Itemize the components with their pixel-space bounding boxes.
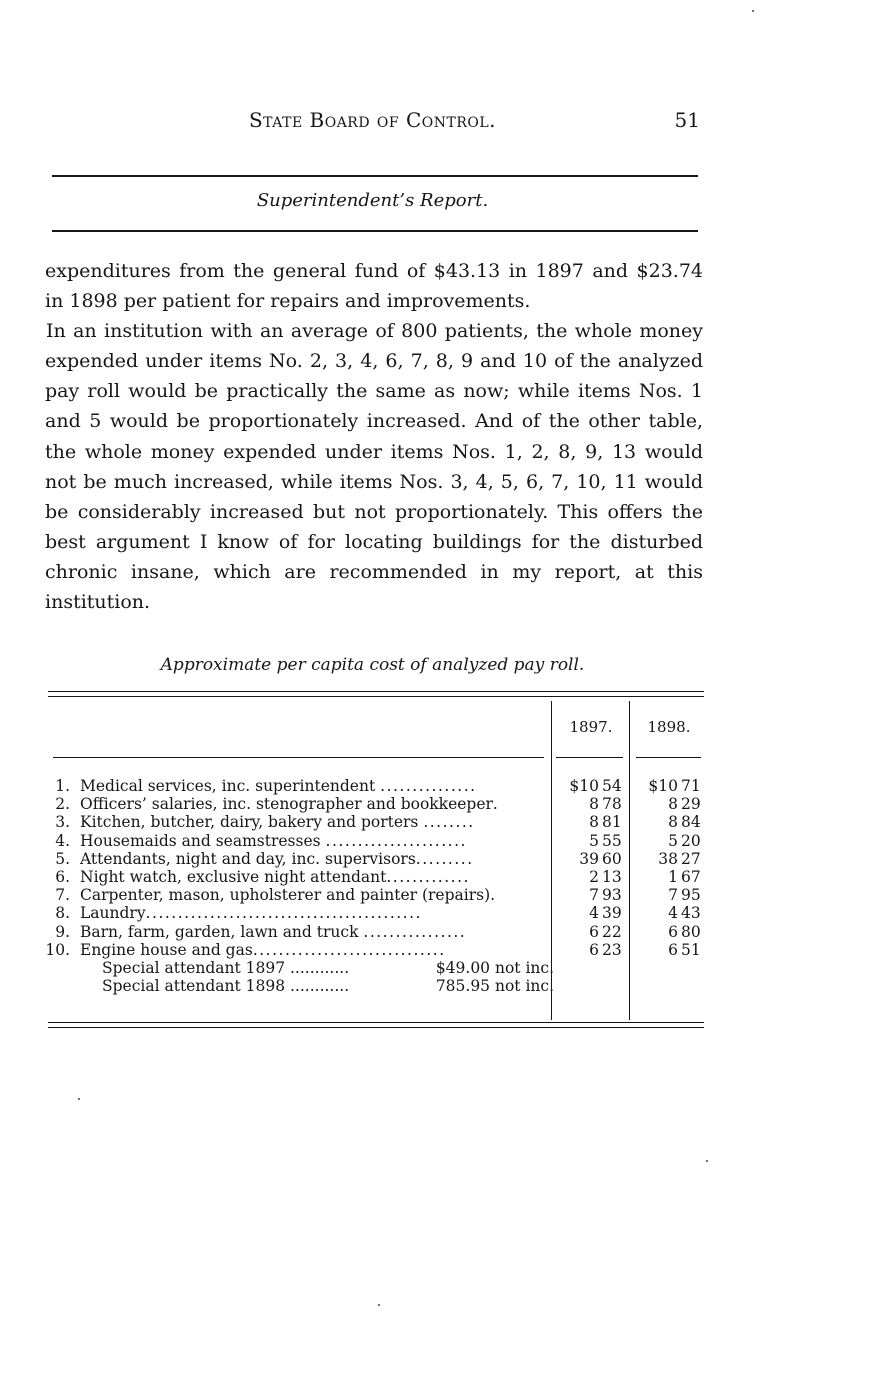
table-top-rule (48, 691, 704, 692)
dollars: 6 (668, 940, 678, 959)
dollars: 2 (589, 867, 599, 886)
cents: 67 (681, 867, 701, 886)
table-row (44, 850, 712, 868)
body-text (45, 256, 703, 617)
row-label (80, 941, 546, 959)
table-caption: Approximate per capita cost of analyzed pay roll. (160, 655, 585, 675)
dollars: 8 (589, 795, 599, 814)
cents: 27 (681, 849, 701, 868)
cents: 13 (602, 867, 622, 886)
row-label (80, 832, 546, 850)
cents: 60 (602, 849, 622, 868)
paper-speck (752, 10, 754, 12)
row-label (80, 923, 546, 941)
table-row (44, 868, 712, 886)
row-label-text: Officers’ salaries, inc. stenographer and bookkeeper (80, 795, 493, 814)
table-row (44, 941, 712, 959)
row-label-text: Housemaids and seamstresses (80, 831, 321, 850)
table-note-row (44, 959, 712, 977)
table-row (44, 832, 712, 850)
row-number: 8. (55, 904, 70, 923)
row-number: 6. (55, 867, 70, 886)
row-label-text: Carpenter, mason, upholsterer and painter (repairs) (80, 886, 491, 905)
leader-dots: . (492, 795, 500, 814)
paper-speck (706, 1160, 708, 1162)
cents: 54 (602, 777, 622, 795)
leader-dots: ........................................... (145, 904, 422, 923)
table-row (44, 923, 712, 941)
row-number: 10. (45, 940, 70, 959)
dollars: 6 (589, 922, 599, 941)
cents: 39 (602, 904, 622, 923)
row-number: 7. (55, 886, 70, 905)
row-label-text: Medical services, inc. superintendent (80, 777, 376, 795)
note-value: 785.95 not inc. (435, 977, 554, 996)
dollars: 7 (589, 886, 599, 905)
dollars: 8 (668, 795, 678, 814)
cents: 95 (681, 886, 701, 905)
note-label: Special attendant 1897 ............ (102, 958, 350, 977)
row-number: 4. (55, 831, 70, 850)
cents: 71 (681, 777, 701, 795)
cents: 22 (602, 922, 622, 941)
dollars: 38 (658, 849, 678, 868)
dollars: 1 (668, 867, 678, 886)
row-number: 3. (55, 813, 70, 832)
dollars: $10 (569, 777, 599, 795)
dollars: 6 (668, 922, 678, 941)
leader-dots: ............. (386, 867, 470, 886)
dollars: 39 (579, 849, 599, 868)
paragraph-main: In an institution with an average of 800 patients, the whole money expended under items No. 2, 3, 4, 6, 7, 8, 9 and 10 of the analyzed pay roll would be practically the same as now; while items Nos. 1 and 5 would be proportionately increased. And of the other table, the whole money expended under items Nos. 1, 2, 8, 9, 13 would not be much increased, while items Nos. 3, 4, 5, 6, 7, 10, 11 would be considerably increased but not proportionately. This offers the best argument I know of for locating buildings for the disturbed chronic insane, which are recommended in my report, at this institution. (45, 320, 703, 614)
table-note-row (44, 977, 712, 995)
row-label (80, 777, 546, 795)
row-number: 5. (55, 849, 70, 868)
row-label (80, 904, 546, 922)
dollars: 8 (668, 813, 678, 832)
cents: 80 (681, 922, 701, 941)
paragraph-continuation: expenditures from the general fund of $43.13 in 1897 and $23.74 in 1898 per patient for repairs and improvements. (45, 260, 703, 313)
dollars: 4 (589, 904, 599, 923)
row-label-text: Attendants, night and day, inc. supervisors (80, 849, 416, 868)
row-number: 2. (55, 795, 70, 814)
cents: 51 (681, 940, 701, 959)
leader-dots: ............... (380, 777, 477, 795)
row-label-text: Laundry (80, 904, 146, 923)
table-row (44, 904, 712, 922)
table-row (44, 813, 712, 831)
note-label: Special attendant 1898 ............ (102, 977, 350, 996)
dollars: 7 (668, 886, 678, 905)
row-label-text: Night watch, exclusive night attendant (80, 867, 387, 886)
column-header-1898: 1898. (647, 718, 691, 736)
row-label-text: Kitchen, butcher, dairy, bakery and porters (80, 813, 419, 832)
dollars: 6 (589, 940, 599, 959)
header-rule-top (52, 175, 698, 177)
row-number: 1. (55, 777, 70, 795)
leader-dots: . (490, 886, 497, 905)
cents: 23 (602, 940, 622, 959)
cents: 55 (602, 831, 622, 850)
table-row (44, 777, 712, 795)
cents: 78 (602, 795, 622, 814)
column-header-1897: 1897. (569, 718, 613, 736)
cents: 20 (681, 831, 701, 850)
dollars: 4 (668, 904, 678, 923)
dollars: 5 (589, 831, 599, 850)
cents: 29 (681, 795, 701, 814)
page-number: 51 (674, 108, 700, 132)
table-body (44, 777, 712, 995)
table-top-rule-inner (48, 696, 704, 697)
note-value: $49.00 not inc. (435, 958, 554, 977)
row-label (80, 850, 546, 868)
header-rule-bottom (52, 230, 698, 232)
cents: 93 (602, 886, 622, 905)
dollars: 8 (589, 813, 599, 832)
page-header-title: State Board of Control. (248, 108, 497, 132)
row-number: 9. (55, 922, 70, 941)
leader-dots: ...................... (325, 831, 467, 850)
section-title: Superintendent’s Report. (256, 190, 489, 211)
dollars: $10 (648, 777, 678, 795)
cents: 43 (681, 904, 701, 923)
table-bottom-rule-inner (48, 1027, 704, 1028)
row-label (80, 813, 546, 831)
table-header-rule-label (53, 757, 544, 758)
leader-dots: .............................. (252, 940, 446, 959)
leader-dots: ........ (423, 813, 475, 832)
leader-dots: ................ (363, 922, 467, 941)
paper-speck (78, 1098, 80, 1100)
table-bottom-rule (48, 1022, 704, 1023)
row-label-text: Barn, farm, garden, lawn and truck (80, 922, 359, 941)
row-label (80, 886, 546, 904)
paper-speck (378, 1304, 380, 1306)
table-header-rule-1898 (636, 757, 701, 758)
table-row (44, 886, 712, 904)
cents: 81 (602, 813, 622, 832)
row-label (80, 868, 546, 886)
leader-dots: ......... (415, 849, 474, 868)
running-head (45, 108, 700, 138)
row-label-text: Engine house and gas (80, 940, 253, 959)
cents: 84 (681, 813, 701, 832)
table-row (44, 795, 712, 813)
dollars: 5 (668, 831, 678, 850)
table-header-rule-1897 (556, 757, 623, 758)
row-label (80, 795, 546, 813)
